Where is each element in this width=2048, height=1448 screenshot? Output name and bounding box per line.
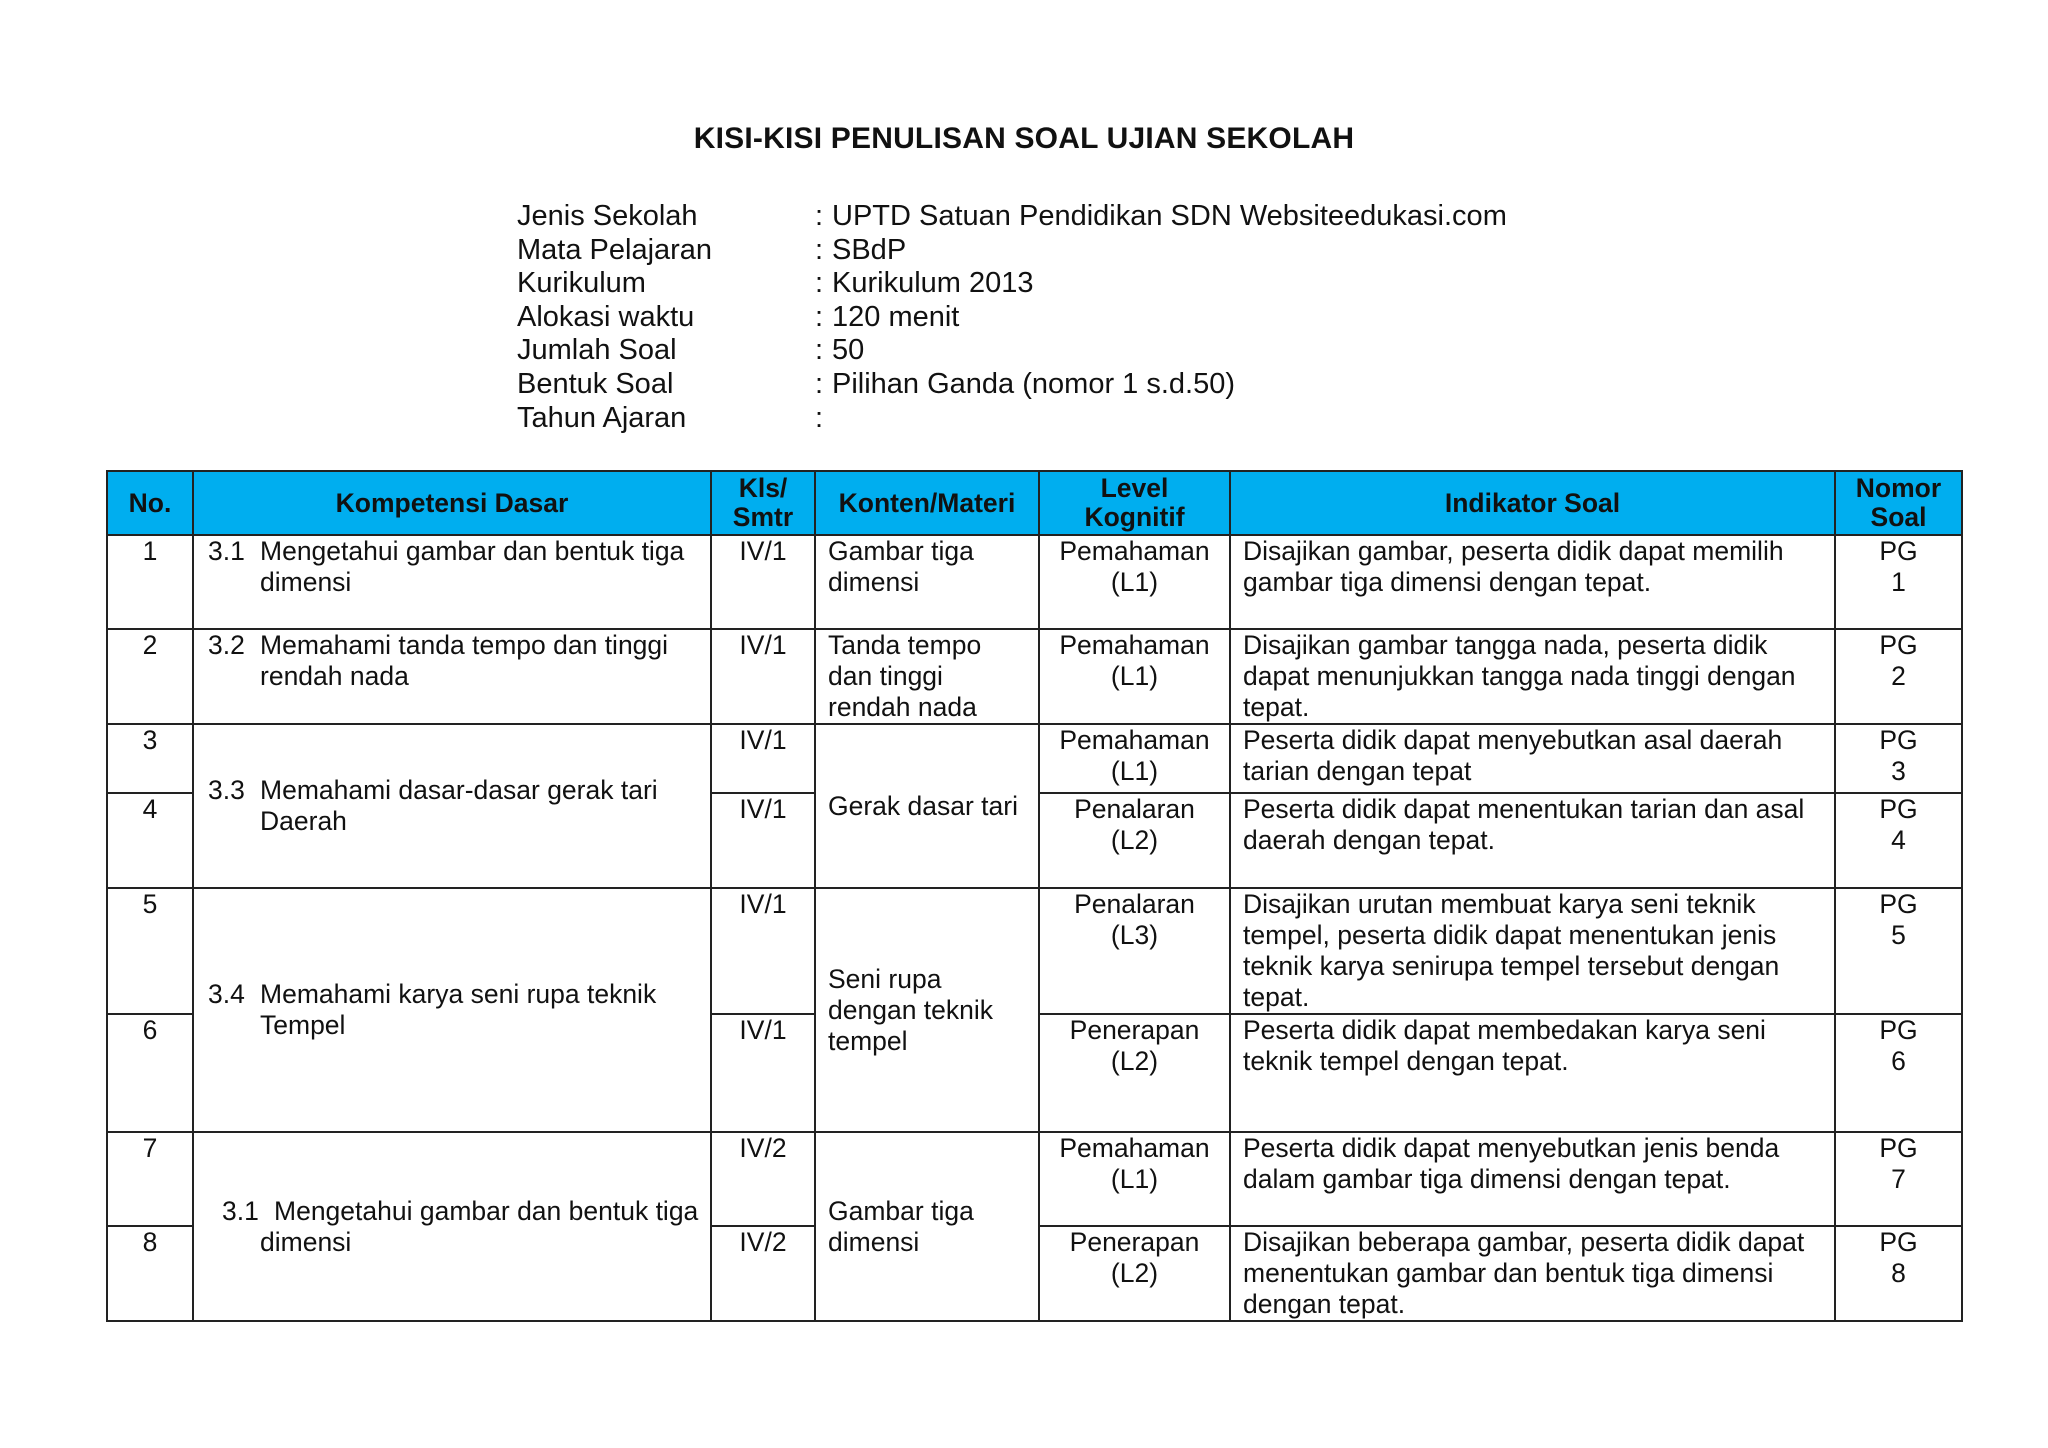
cell-kelas-semester: IV/1 <box>711 793 815 888</box>
header-kd-label: Kompetensi Dasar <box>335 487 569 518</box>
header-indikator-soal <box>1230 471 1835 535</box>
level-name: Penalaran <box>1074 794 1195 824</box>
question-type: PG <box>1879 1133 1918 1163</box>
meta-row-bentuk-soal <box>517 368 1507 402</box>
question-number: 6 <box>1891 1046 1906 1076</box>
meta-row-alokasi-waktu <box>517 301 1507 335</box>
table-row <box>107 888 1962 1014</box>
meta-label: Mata Pelajaran <box>517 233 713 266</box>
cell-kelas-semester: IV/1 <box>711 1014 815 1132</box>
cell-no: 8 <box>107 1226 193 1321</box>
meta-value: UPTD Satuan Pendidikan SDN Websiteedukasi.com <box>832 200 1507 232</box>
meta-separator: : <box>815 300 824 333</box>
level-name: Pemahaman <box>1059 536 1210 566</box>
kd-number: 3.1 <box>222 1195 259 1226</box>
kd-number: 3.2 <box>208 630 245 660</box>
cell-indikator-soal: Peserta didik dapat menyebutkan asal daerah tarian dengan tepat <box>1230 724 1835 793</box>
question-number: 4 <box>1891 825 1906 855</box>
cell-nomor-soal <box>1835 1132 1962 1226</box>
header-kelas-semester <box>711 471 815 535</box>
meta-value: 120 menit <box>832 300 960 333</box>
cell-level-kognitif <box>1039 1226 1230 1321</box>
meta-row-kurikulum <box>517 267 1507 301</box>
cell-konten-materi: Gambar tiga dimensi <box>815 1132 1039 1321</box>
cell-level-kognitif <box>1039 535 1230 629</box>
question-type: PG <box>1879 889 1918 919</box>
cell-indikator-soal: Peserta didik dapat membedakan karya seni teknik tempel dengan tepat. <box>1230 1014 1835 1132</box>
cell-kelas-semester: IV/2 <box>711 1132 815 1226</box>
question-number: 3 <box>1891 756 1906 786</box>
level-name: Penerapan <box>1069 1015 1200 1045</box>
table-row <box>107 724 1962 793</box>
cell-kelas-semester: IV/1 <box>711 535 815 629</box>
meta-label: Alokasi waktu <box>517 300 695 333</box>
cell-level-kognitif <box>1039 724 1230 793</box>
header-indikator-label: Indikator Soal <box>1444 487 1621 518</box>
cell-nomor-soal <box>1835 724 1962 793</box>
cell-nomor-soal <box>1835 1226 1962 1321</box>
table-row <box>107 1132 1962 1226</box>
cell-kompetensi-dasar <box>193 535 711 629</box>
header-level-kognitif <box>1039 471 1230 535</box>
cell-nomor-soal <box>1835 1014 1962 1132</box>
cell-indikator-soal: Disajikan gambar tangga nada, peserta didik dapat menunjukkan tangga nada tinggi dengan tepat. <box>1230 629 1835 724</box>
cell-indikator-soal: Disajikan gambar, peserta didik dapat memilih gambar tiga dimensi dengan tepat. <box>1230 535 1835 629</box>
cell-konten-materi: Gerak dasar tari <box>815 724 1039 888</box>
meta-separator: : <box>815 200 824 232</box>
level-code: (L2) <box>1110 1046 1159 1076</box>
table-row <box>107 629 1962 724</box>
question-type: PG <box>1879 1015 1918 1045</box>
meta-label: Kurikulum <box>517 267 646 300</box>
level-code: (L1) <box>1110 661 1159 691</box>
question-type: PG <box>1879 536 1918 566</box>
meta-value: SBdP <box>832 233 907 266</box>
level-name: Penalaran <box>1074 889 1195 919</box>
meta-label: Jumlah Soal <box>517 334 677 367</box>
level-code: (L2) <box>1110 1258 1159 1288</box>
cell-level-kognitif <box>1039 1132 1230 1226</box>
meta-label: Tahun Ajaran <box>517 401 687 434</box>
kisi-kisi-table <box>106 470 1963 1322</box>
cell-nomor-soal <box>1835 793 1962 888</box>
header-no <box>107 471 193 535</box>
meta-value: 50 <box>832 334 865 367</box>
cell-indikator-soal: Peserta didik dapat menentukan tarian dan asal daerah dengan tepat. <box>1230 793 1835 888</box>
cell-kompetensi-dasar <box>193 724 711 888</box>
cell-no: 5 <box>107 888 193 1014</box>
cell-no: 1 <box>107 535 193 629</box>
meta-row-mata-pelajaran <box>517 234 1507 268</box>
table-header-row <box>107 471 1962 535</box>
level-code: (L2) <box>1110 825 1159 855</box>
question-number: 8 <box>1891 1258 1906 1288</box>
level-code: (L1) <box>1110 567 1159 597</box>
kd-number: 3.4 <box>208 979 245 1009</box>
cell-no: 3 <box>107 724 193 793</box>
header-kls-line2: Smtr <box>732 502 794 532</box>
cell-indikator-soal: Disajikan beberapa gambar, peserta didik dapat menentukan gambar dan bentuk tiga dimensi dengan tepat. <box>1230 1226 1835 1321</box>
level-name: Pemahaman <box>1059 1133 1210 1163</box>
cell-nomor-soal <box>1835 888 1962 1014</box>
question-type: PG <box>1879 630 1918 660</box>
cell-kelas-semester: IV/1 <box>711 888 815 1014</box>
cell-konten-materi: Seni rupa dengan teknik tempel <box>815 888 1039 1132</box>
kd-text: Mengetahui gambar dan bentuk tiga dimensi <box>260 1195 699 1257</box>
meta-label: Bentuk Soal <box>517 367 674 400</box>
cell-level-kognitif <box>1039 793 1230 888</box>
level-name: Pemahaman <box>1059 630 1210 660</box>
kd-text: Mengetahui gambar dan bentuk tiga dimensi <box>260 536 685 597</box>
meta-separator: : <box>815 367 824 400</box>
header-kompetensi-dasar <box>193 471 711 535</box>
cell-kelas-semester: IV/2 <box>711 1226 815 1321</box>
header-no-label: No. <box>128 487 172 518</box>
cell-level-kognitif <box>1039 1014 1230 1132</box>
meta-row-jumlah-soal <box>517 334 1507 368</box>
cell-indikator-soal: Disajikan urutan membuat karya seni teknik tempel, peserta didik dapat menentukan jenis teknik karya senirupa tempel tersebut dengan tepat. <box>1230 888 1835 1014</box>
cell-kompetensi-dasar <box>193 629 711 724</box>
question-type: PG <box>1879 794 1918 824</box>
meta-value: Pilihan Ganda (nomor 1 s.d.50) <box>832 367 1235 400</box>
cell-kompetensi-dasar <box>193 1132 711 1321</box>
meta-label: Jenis Sekolah <box>517 200 698 232</box>
meta-separator: : <box>815 334 824 367</box>
level-code: (L1) <box>1110 1164 1159 1194</box>
cell-no: 7 <box>107 1132 193 1226</box>
kd-text: Memahami karya seni rupa teknik Tempel <box>260 979 657 1040</box>
question-number: 7 <box>1891 1164 1906 1194</box>
question-type: PG <box>1879 1227 1918 1257</box>
kd-text: Memahami dasar-dasar gerak tari Daerah <box>260 775 658 836</box>
cell-indikator-soal: Peserta didik dapat menyebutkan jenis benda dalam gambar tiga dimensi dengan tepat. <box>1230 1132 1835 1226</box>
document-metadata <box>517 200 1507 435</box>
question-number: 2 <box>1891 661 1906 691</box>
meta-row-tahun-ajaran <box>517 402 1507 436</box>
meta-separator: : <box>815 267 824 300</box>
meta-row-jenis-sekolah <box>517 200 1507 234</box>
cell-konten-materi: Tanda tempo dan tinggi rendah nada <box>815 629 1039 724</box>
level-code: (L1) <box>1110 756 1159 786</box>
cell-konten-materi: Gambar tiga dimensi <box>815 535 1039 629</box>
cell-kelas-semester: IV/1 <box>711 724 815 793</box>
header-level-line2: Kognitif <box>1084 502 1185 532</box>
kd-number: 3.3 <box>208 775 245 805</box>
question-number: 1 <box>1891 567 1906 597</box>
header-konten-label: Konten/Materi <box>838 487 1016 518</box>
header-nomor-line1: Nomor <box>1855 473 1942 503</box>
question-type: PG <box>1879 725 1918 755</box>
level-code: (L3) <box>1110 920 1159 950</box>
table-row <box>107 535 1962 629</box>
header-nomor-soal <box>1835 471 1962 535</box>
level-name: Pemahaman <box>1059 725 1210 755</box>
cell-no: 2 <box>107 629 193 724</box>
meta-value: Kurikulum 2013 <box>832 267 1034 300</box>
header-kls-line1: Kls/ <box>738 473 788 503</box>
cell-level-kognitif <box>1039 888 1230 1014</box>
kd-number: 3.1 <box>208 536 245 566</box>
header-nomor-line2: Soal <box>1870 502 1927 532</box>
cell-kelas-semester: IV/1 <box>711 629 815 724</box>
question-number: 5 <box>1891 920 1906 950</box>
cell-no: 6 <box>107 1014 193 1132</box>
header-konten-materi <box>815 471 1039 535</box>
cell-level-kognitif <box>1039 629 1230 724</box>
cell-no: 4 <box>107 793 193 888</box>
cell-nomor-soal <box>1835 535 1962 629</box>
cell-nomor-soal <box>1835 629 1962 724</box>
meta-separator: : <box>815 401 824 434</box>
header-level-line1: Level <box>1100 473 1169 503</box>
kd-text: Memahami tanda tempo dan tinggi rendah nada <box>260 630 669 691</box>
document-title: KISI-KISI PENULISAN SOAL UJIAN SEKOLAH <box>693 122 1355 155</box>
meta-separator: : <box>815 233 824 266</box>
cell-kompetensi-dasar <box>193 888 711 1132</box>
level-name: Penerapan <box>1069 1227 1200 1257</box>
